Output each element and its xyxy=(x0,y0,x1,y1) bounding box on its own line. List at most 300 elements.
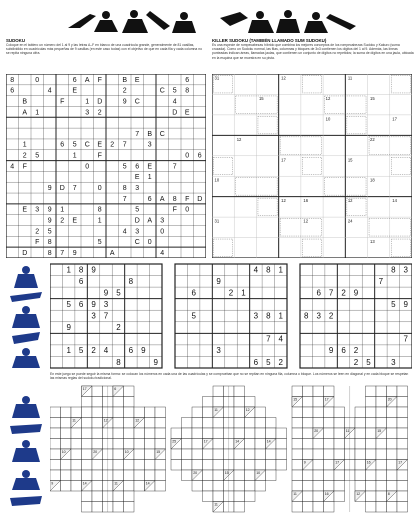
shape-cell[interactable] xyxy=(234,470,245,481)
shape-cell[interactable] xyxy=(255,428,266,439)
shape-cell[interactable] xyxy=(397,397,408,408)
shape-cell[interactable] xyxy=(113,418,124,429)
killer-cell[interactable] xyxy=(263,102,272,110)
shape-cell[interactable] xyxy=(276,439,287,450)
killer-cell[interactable] xyxy=(308,102,317,110)
killer-cell[interactable] xyxy=(330,163,339,171)
sudoku-cell[interactable]: 8 xyxy=(97,206,102,214)
killer-cell[interactable] xyxy=(352,122,361,130)
shape-cell[interactable] xyxy=(397,386,408,397)
shape-cell[interactable] xyxy=(182,428,193,439)
shape-cell[interactable] xyxy=(234,386,245,397)
sudoku-cell[interactable]: 2 xyxy=(116,323,121,333)
shape-cell[interactable] xyxy=(92,407,103,418)
shape-cell[interactable] xyxy=(192,428,203,439)
sudoku-cell[interactable]: 2 xyxy=(353,346,359,356)
shape-cell[interactable] xyxy=(387,428,398,439)
shape-cell[interactable] xyxy=(61,470,72,481)
shape-cell[interactable] xyxy=(124,470,135,481)
shape-cell[interactable] xyxy=(61,481,72,492)
killer-cell[interactable] xyxy=(308,224,317,232)
killer-cell[interactable] xyxy=(374,163,383,171)
sudoku-cell[interactable]: 7 xyxy=(60,249,65,257)
shape-cell[interactable] xyxy=(292,481,303,492)
shape-cell[interactable] xyxy=(313,502,324,513)
shape-cell[interactable] xyxy=(234,397,245,408)
killer-cell[interactable] xyxy=(241,224,250,232)
sudoku-cell[interactable]: C xyxy=(159,87,165,95)
sudoku-cell[interactable]: 5 xyxy=(47,228,52,236)
shape-cell[interactable] xyxy=(155,460,166,471)
sudoku-cell[interactable]: 8 xyxy=(10,76,15,84)
sudoku-cell[interactable]: 9 xyxy=(122,98,127,106)
killer-cell[interactable] xyxy=(241,81,250,89)
shape-cell[interactable] xyxy=(376,470,387,481)
sudoku-cell[interactable]: E xyxy=(97,141,103,149)
shape-cell[interactable] xyxy=(366,428,377,439)
killer-cell[interactable] xyxy=(308,183,317,191)
sudoku-cell[interactable]: 8 xyxy=(122,185,127,193)
sudoku-cell[interactable]: E xyxy=(147,163,153,171)
killer-cell[interactable] xyxy=(241,163,250,171)
shape-cell[interactable] xyxy=(313,460,324,471)
shape-cell[interactable] xyxy=(376,502,387,513)
shape-cell[interactable] xyxy=(387,481,398,492)
shape-cell[interactable] xyxy=(266,460,277,471)
shape-cell[interactable] xyxy=(182,449,193,460)
killer-cell[interactable] xyxy=(374,245,383,253)
killer-cell[interactable] xyxy=(374,102,383,110)
shape-cell[interactable] xyxy=(203,428,214,439)
sudoku-cell[interactable]: 0 xyxy=(85,163,90,171)
shape-cell[interactable] xyxy=(324,439,335,450)
shape-cell[interactable] xyxy=(355,418,366,429)
shape-cell[interactable] xyxy=(313,481,324,492)
sudoku-cell[interactable]: 3 xyxy=(391,357,396,367)
shape-cell[interactable] xyxy=(71,407,82,418)
killer-cell[interactable] xyxy=(285,224,294,232)
shape-cell[interactable] xyxy=(324,460,335,471)
shape-cell[interactable] xyxy=(82,491,93,502)
shape-cell[interactable] xyxy=(182,439,193,450)
shape-cell[interactable] xyxy=(124,418,135,429)
shape-cell[interactable] xyxy=(213,470,224,481)
sudoku-cell[interactable]: F xyxy=(185,195,190,203)
shape-cell[interactable] xyxy=(387,407,398,418)
shape-cell[interactable] xyxy=(213,491,224,502)
shape-cell[interactable] xyxy=(245,449,256,460)
sudoku-cell[interactable]: F xyxy=(60,98,65,106)
shape-cell[interactable] xyxy=(92,470,103,481)
shape-cell[interactable] xyxy=(324,407,335,418)
shape-cell[interactable] xyxy=(324,502,335,513)
sudoku-cell[interactable]: 4 xyxy=(253,265,259,275)
sudoku-cell[interactable]: A xyxy=(109,249,115,257)
sudoku-cell[interactable]: 6 xyxy=(78,276,84,286)
sudoku-cell[interactable]: 5 xyxy=(72,141,77,149)
killer-cell[interactable] xyxy=(263,224,272,232)
sudoku-cell[interactable]: 7 xyxy=(122,195,127,203)
sudoku-cell[interactable]: E xyxy=(184,109,190,117)
sudoku-cell[interactable]: 9 xyxy=(47,206,52,214)
sudoku-cell[interactable]: 9 xyxy=(72,249,77,257)
shape-cell[interactable] xyxy=(171,449,182,460)
shape-cell[interactable] xyxy=(182,460,193,471)
shape-cell[interactable] xyxy=(92,491,103,502)
shape-cell[interactable] xyxy=(376,491,387,502)
killer-cell[interactable] xyxy=(285,142,294,150)
shape-cell[interactable] xyxy=(387,460,398,471)
killer-cell[interactable] xyxy=(285,183,294,191)
killer-cell[interactable] xyxy=(308,81,317,89)
shape-cell[interactable] xyxy=(203,481,214,492)
shape-cell[interactable] xyxy=(203,449,214,460)
sudoku-cell[interactable]: 4 xyxy=(10,163,15,171)
sudoku-cell[interactable]: 9 xyxy=(216,276,221,286)
shape-cell[interactable] xyxy=(92,439,103,450)
shape-cell[interactable] xyxy=(324,386,335,397)
killer-cell[interactable] xyxy=(285,204,294,212)
shape-cell[interactable] xyxy=(82,428,93,439)
sudoku-cell[interactable]: 9 xyxy=(403,299,409,309)
sudoku-cell[interactable]: 3 xyxy=(103,299,109,309)
sudoku-cell[interactable]: 2 xyxy=(228,288,234,298)
sudoku-cell[interactable]: F xyxy=(97,152,102,160)
sudoku-cell[interactable]: 5 xyxy=(391,299,396,309)
shape-cell[interactable] xyxy=(155,481,166,492)
sudoku-cell[interactable]: 5 xyxy=(191,311,196,321)
shape-cell[interactable] xyxy=(334,407,345,418)
sudoku-cell[interactable]: 6 xyxy=(60,141,65,149)
shape-cell[interactable] xyxy=(255,407,266,418)
killer-cell[interactable] xyxy=(285,245,294,253)
shape-cell[interactable] xyxy=(292,502,303,513)
shape-cell[interactable] xyxy=(376,481,387,492)
sudoku-cell[interactable]: 5 xyxy=(78,346,84,356)
shape-cell[interactable] xyxy=(303,481,314,492)
shape-cell[interactable] xyxy=(82,502,93,513)
killer-cell[interactable] xyxy=(219,142,228,150)
sudoku-cell[interactable]: D xyxy=(197,195,203,203)
sudoku-cell[interactable]: 6 xyxy=(72,76,77,84)
sudoku-cell[interactable]: 2 xyxy=(278,357,284,367)
killer-cell[interactable] xyxy=(330,224,339,232)
shape-cell[interactable] xyxy=(366,481,377,492)
shape-cell[interactable] xyxy=(245,481,256,492)
killer-cell[interactable] xyxy=(330,102,339,110)
shape-cell[interactable] xyxy=(124,460,135,471)
killer-cell[interactable] xyxy=(263,163,272,171)
killer-cell[interactable] xyxy=(374,81,383,89)
shape-cell[interactable] xyxy=(245,418,256,429)
shape-cell[interactable] xyxy=(124,502,135,513)
shape-cell[interactable] xyxy=(387,439,398,450)
killer-cell[interactable] xyxy=(352,102,361,110)
shape-cell[interactable] xyxy=(192,418,203,429)
shape-cell[interactable] xyxy=(366,386,377,397)
sudoku-cell[interactable]: 8 xyxy=(266,311,271,321)
sudoku-cell[interactable]: 7 xyxy=(72,185,77,193)
killer-cell[interactable] xyxy=(352,224,361,232)
killer-cell[interactable] xyxy=(285,81,294,89)
sudoku-cell[interactable]: 0 xyxy=(185,206,190,214)
shape-cell[interactable] xyxy=(313,439,324,450)
sudoku-cell[interactable]: 8 xyxy=(391,265,396,275)
shape-cell[interactable] xyxy=(124,397,135,408)
shape-cell[interactable] xyxy=(303,470,314,481)
shape-cell[interactable] xyxy=(134,407,145,418)
shape-cell[interactable] xyxy=(366,439,377,450)
killer-cell[interactable] xyxy=(263,142,272,150)
shape-cell[interactable] xyxy=(334,428,345,439)
killer-cell[interactable] xyxy=(330,245,339,253)
shape-cell[interactable] xyxy=(255,418,266,429)
shape-cell[interactable] xyxy=(397,470,408,481)
shape-cell[interactable] xyxy=(155,439,166,450)
sudoku-cell[interactable]: C xyxy=(134,239,140,247)
shape-cell[interactable] xyxy=(234,418,245,429)
sudoku-cell[interactable]: E xyxy=(72,87,78,95)
sudoku-cell[interactable]: 8 xyxy=(266,265,271,275)
sudoku-cell[interactable]: 3 xyxy=(216,346,221,356)
shape-cell[interactable] xyxy=(145,439,156,450)
sudoku-cell[interactable]: 8 xyxy=(116,357,121,367)
shape-cell[interactable] xyxy=(366,397,377,408)
killer-cell[interactable] xyxy=(396,245,405,253)
shape-cell[interactable] xyxy=(303,386,314,397)
killer-cell[interactable] xyxy=(263,183,272,191)
killer-cell[interactable] xyxy=(219,183,228,191)
sudoku-cell[interactable]: 3 xyxy=(135,185,140,193)
sudoku-cell[interactable]: 6 xyxy=(253,357,259,367)
shape-cell[interactable] xyxy=(376,407,387,418)
shape-cell[interactable] xyxy=(334,491,345,502)
killer-cell[interactable] xyxy=(219,204,228,212)
killer-cell[interactable] xyxy=(396,224,405,232)
shape-cell[interactable] xyxy=(50,418,61,429)
sudoku-cell[interactable]: 7 xyxy=(328,288,334,298)
shape-cell[interactable] xyxy=(366,491,377,502)
sudoku-cell[interactable]: 4 xyxy=(103,346,109,356)
shape-cell[interactable] xyxy=(397,439,408,450)
shape-cell[interactable] xyxy=(124,481,135,492)
shape-cell[interactable] xyxy=(266,418,277,429)
shape-cell[interactable] xyxy=(366,470,377,481)
sudoku-cell[interactable]: 0 xyxy=(97,185,102,193)
shape-cell[interactable] xyxy=(292,449,303,460)
shape-cell[interactable] xyxy=(92,481,103,492)
sudoku-cell[interactable]: 9 xyxy=(47,217,52,225)
sudoku-cell[interactable]: 2 xyxy=(22,152,27,160)
sudoku-cell[interactable]: 7 xyxy=(172,163,177,171)
shape-cell[interactable] xyxy=(61,418,72,429)
shape-cell[interactable] xyxy=(213,449,224,460)
shape-cell[interactable] xyxy=(134,449,145,460)
shape-cell[interactable] xyxy=(334,481,345,492)
sudoku-cell[interactable]: 9 xyxy=(153,357,159,367)
shape-cell[interactable] xyxy=(113,502,124,513)
sudoku-cell[interactable]: 9 xyxy=(141,346,146,356)
shape-cell[interactable] xyxy=(124,428,135,439)
shape-cell[interactable] xyxy=(366,449,377,460)
sudoku-cell[interactable]: 7 xyxy=(266,334,271,344)
shape-cell[interactable] xyxy=(61,428,72,439)
sudoku-cell[interactable]: 1 xyxy=(60,206,65,214)
shape-cell[interactable] xyxy=(134,460,145,471)
shape-cell[interactable] xyxy=(255,449,266,460)
killer-cell[interactable] xyxy=(219,224,228,232)
shape-cell[interactable] xyxy=(376,460,387,471)
sudoku-cell[interactable]: 5 xyxy=(135,206,140,214)
sudoku-cell[interactable]: A xyxy=(147,217,153,225)
shape-cell[interactable] xyxy=(255,481,266,492)
shape-cell[interactable] xyxy=(50,460,61,471)
sudoku-cell[interactable]: E xyxy=(134,76,140,84)
sudoku-cell[interactable]: F xyxy=(35,239,40,247)
shape-cell[interactable] xyxy=(92,418,103,429)
shape-cell[interactable] xyxy=(182,418,193,429)
shape-cell[interactable] xyxy=(334,418,345,429)
shape-cell[interactable] xyxy=(50,428,61,439)
sudoku-cell[interactable]: 5 xyxy=(66,299,71,309)
shape-cell[interactable] xyxy=(355,481,366,492)
sudoku-cell[interactable]: D xyxy=(134,217,140,225)
killer-cell[interactable] xyxy=(396,142,405,150)
killer-cell[interactable] xyxy=(396,183,405,191)
shape-cell[interactable] xyxy=(234,502,245,513)
shape-cell[interactable] xyxy=(276,460,287,471)
killer-cell[interactable] xyxy=(219,163,228,171)
sudoku-cell[interactable]: A xyxy=(22,109,28,117)
shape-cell[interactable] xyxy=(203,407,214,418)
killer-cell[interactable] xyxy=(352,183,361,191)
sudoku-cell[interactable]: 1 xyxy=(66,265,71,275)
sudoku-cell[interactable]: 6 xyxy=(341,346,346,356)
shape-cell[interactable] xyxy=(334,470,345,481)
shape-cell[interactable] xyxy=(355,439,366,450)
killer-cell[interactable] xyxy=(352,245,361,253)
killer-cell[interactable] xyxy=(330,122,339,130)
shape-cell[interactable] xyxy=(92,460,103,471)
killer-cell[interactable] xyxy=(219,122,228,130)
shape-cell[interactable] xyxy=(134,439,145,450)
sudoku-cell[interactable]: 9 xyxy=(66,323,71,333)
shape-cell[interactable] xyxy=(313,386,324,397)
sudoku-cell[interactable]: 2 xyxy=(341,288,346,298)
sudoku-cell[interactable]: 9 xyxy=(353,288,359,298)
sudoku-cell[interactable]: B xyxy=(22,98,28,106)
shape-cell[interactable] xyxy=(292,407,303,418)
shape-cell[interactable] xyxy=(50,470,61,481)
sudoku-cell[interactable]: 1 xyxy=(66,346,71,356)
shape-cell[interactable] xyxy=(397,428,408,439)
killer-cell[interactable] xyxy=(374,142,383,150)
shape-cell[interactable] xyxy=(50,439,61,450)
shape-cell[interactable] xyxy=(203,397,214,408)
shape-cell[interactable] xyxy=(82,449,93,460)
sudoku-cell[interactable]: 8 xyxy=(78,265,84,275)
sudoku-cell[interactable]: 4 xyxy=(160,249,165,257)
sudoku-cell[interactable]: 3 xyxy=(35,206,40,214)
sudoku-cell[interactable]: 5 xyxy=(97,239,102,247)
sudoku-cell[interactable]: 5 xyxy=(116,288,121,298)
shape-cell[interactable] xyxy=(324,470,335,481)
sudoku-cell[interactable]: F xyxy=(22,163,27,171)
sudoku-cell[interactable]: A xyxy=(159,195,165,203)
shape-cell[interactable] xyxy=(155,407,166,418)
shape-cell[interactable] xyxy=(82,397,93,408)
shape-cell[interactable] xyxy=(134,481,145,492)
sudoku-cell[interactable]: 3 xyxy=(85,109,90,117)
shape-cell[interactable] xyxy=(82,418,93,429)
sudoku-cell[interactable]: C xyxy=(134,98,140,106)
shape-cell[interactable] xyxy=(355,428,366,439)
sudoku-cell[interactable]: 1 xyxy=(241,288,246,298)
shape-cell[interactable] xyxy=(397,449,408,460)
killer-cell[interactable] xyxy=(352,142,361,150)
shape-cell[interactable] xyxy=(355,470,366,481)
sudoku-cell[interactable]: 6 xyxy=(147,195,152,203)
sudoku-cell[interactable]: 6 xyxy=(128,346,134,356)
killer-cell[interactable] xyxy=(219,102,228,110)
shape-cell[interactable] xyxy=(82,439,93,450)
shape-cell[interactable] xyxy=(245,397,256,408)
sudoku-cell[interactable]: 9 xyxy=(91,265,96,275)
sudoku-cell[interactable]: 1 xyxy=(97,217,102,225)
shape-cell[interactable] xyxy=(61,407,72,418)
sudoku-cell[interactable]: F xyxy=(172,206,177,214)
shape-cell[interactable] xyxy=(113,439,124,450)
shape-cell[interactable] xyxy=(192,481,203,492)
shape-cell[interactable] xyxy=(366,418,377,429)
sudoku-cell[interactable]: 0 xyxy=(35,76,40,84)
shape-cell[interactable] xyxy=(203,470,214,481)
shape-cell[interactable] xyxy=(71,449,82,460)
shape-cell[interactable] xyxy=(376,439,387,450)
killer-cell[interactable] xyxy=(374,183,383,191)
killer-cell[interactable] xyxy=(396,122,405,130)
shape-cell[interactable] xyxy=(303,449,314,460)
shape-cell[interactable] xyxy=(145,428,156,439)
shape-cell[interactable] xyxy=(313,418,324,429)
killer-cell[interactable] xyxy=(396,163,405,171)
shape-cell[interactable] xyxy=(113,460,124,471)
killer-cell[interactable] xyxy=(374,122,383,130)
shape-cell[interactable] xyxy=(234,449,245,460)
shape-cell[interactable] xyxy=(397,491,408,502)
killer-cell[interactable] xyxy=(352,163,361,171)
shape-cell[interactable] xyxy=(213,460,224,471)
shape-cell[interactable] xyxy=(324,481,335,492)
shape-cell[interactable] xyxy=(50,449,61,460)
sudoku-cell[interactable]: 6 xyxy=(78,299,84,309)
shape-cell[interactable] xyxy=(355,460,366,471)
sudoku-cell[interactable]: 3 xyxy=(135,228,140,236)
shape-cell[interactable] xyxy=(213,428,224,439)
killer-cell[interactable] xyxy=(308,142,317,150)
sudoku-cell[interactable]: 2 xyxy=(122,87,127,95)
sudoku-cell[interactable]: E xyxy=(134,174,140,182)
shape-cell[interactable] xyxy=(387,386,398,397)
shape-cell[interactable] xyxy=(71,460,82,471)
shape-cell[interactable] xyxy=(387,470,398,481)
shape-cell[interactable] xyxy=(376,386,387,397)
shape-cell[interactable] xyxy=(92,502,103,513)
sudoku-cell[interactable]: 5 xyxy=(366,357,371,367)
shape-cell[interactable] xyxy=(334,449,345,460)
shape-cell[interactable] xyxy=(155,470,166,481)
shape-cell[interactable] xyxy=(245,428,256,439)
